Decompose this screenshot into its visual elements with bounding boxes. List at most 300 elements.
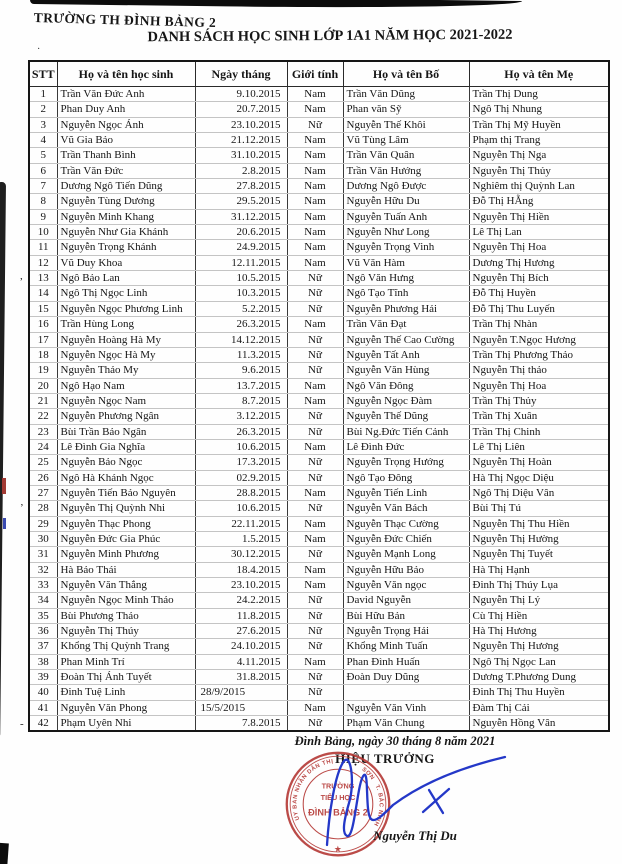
cell-student-name: Đinh Tuệ Linh — [57, 685, 195, 700]
cell-mother-name: Nguyễn Thị Bích — [469, 271, 609, 286]
cell-student-name: Đoàn Thị Ánh Tuyết — [57, 670, 195, 685]
stamp-star-icon: ★ — [334, 844, 342, 854]
cell-student-name: Nguyễn Ngọc Nam — [57, 393, 195, 408]
cell-gender: Nữ — [287, 409, 343, 424]
cell-birth-date: 23.10.2015 — [195, 578, 287, 593]
scan-edge-artifact-bottom-left — [0, 843, 9, 864]
cell-birth-date: 9.6.2015 — [195, 363, 287, 378]
cell-birth-date: 20.6.2015 — [195, 225, 287, 240]
cell-birth-date: 10.6.2015 — [195, 501, 287, 516]
cell-student-name: Nguyễn Ngọc Hà My — [57, 347, 195, 362]
cell-student-name: Bùi Trần Bảo Ngân — [57, 424, 195, 439]
cell-student-name: Nguyễn Thị Thúy — [57, 624, 195, 639]
cell-student-name: Nguyễn Minh Khang — [57, 209, 195, 224]
cell-birth-date: 10.6.2015 — [195, 439, 287, 454]
cell-birth-date: 27.6.2015 — [195, 624, 287, 639]
table-row — [29, 225, 609, 240]
cell-student-name: Dương Ngô Tiến Dũng — [57, 179, 195, 194]
cell-student-name: Nguyễn Ngọc Minh Thảo — [57, 593, 195, 608]
cell-mother-name: Trần Thị Dung — [469, 87, 609, 102]
column-header-mother-name: Họ và tên Mẹ — [469, 61, 609, 87]
table-row — [29, 271, 609, 286]
cell-father-name: Nguyễn Văn Hùng — [343, 363, 469, 378]
cell-mother-name: Đinh Thị Thu Huyền — [469, 685, 609, 700]
table-row — [29, 378, 609, 393]
cell-birth-date: 14.12.2015 — [195, 332, 287, 347]
cell-stt: 14 — [29, 286, 57, 301]
stamp-rim-text-left: UY BAN NHÂN DÂN THỊ — [292, 758, 334, 821]
cell-stt: 37 — [29, 639, 57, 654]
cell-father-name: Nguyễn Thế Khôi — [343, 117, 469, 132]
cell-mother-name: Nguyễn Thị Hoàn — [469, 455, 609, 470]
cell-student-name: Nguyễn Văn Phong — [57, 700, 195, 715]
cell-stt: 23 — [29, 424, 57, 439]
table-row — [29, 470, 609, 485]
cell-stt: 41 — [29, 700, 57, 715]
cell-gender: Nam — [287, 378, 343, 393]
cell-gender: Nữ — [287, 424, 343, 439]
cell-mother-name: Trần Thị Xuân — [469, 409, 609, 424]
cell-mother-name: Phạm thị Trang — [469, 133, 609, 148]
cell-mother-name: Nguyễn Thị Thủy — [469, 163, 609, 178]
table-row — [29, 363, 609, 378]
cell-gender: Nữ — [287, 455, 343, 470]
cell-gender: Nữ — [287, 271, 343, 286]
cell-father-name: Bùi Ng.Đức Tiến Cảnh — [343, 424, 469, 439]
table-row — [29, 716, 609, 732]
cell-stt: 33 — [29, 578, 57, 593]
cell-mother-name: Nguyễn Thị Nga — [469, 148, 609, 163]
table-row — [29, 393, 609, 408]
cell-father-name: Nguyễn Văn ngọc — [343, 578, 469, 593]
cell-father-name: Trần Văn Dũng — [343, 87, 469, 102]
cell-stt: 26 — [29, 470, 57, 485]
cell-mother-name: Ngô Thị Diệu Vân — [469, 485, 609, 500]
cell-gender: Nữ — [287, 470, 343, 485]
table-row — [29, 102, 609, 117]
cell-father-name: Nguyễn Tiến Linh — [343, 485, 469, 500]
cell-gender: Nữ — [287, 332, 343, 347]
cell-stt: 4 — [29, 133, 57, 148]
cell-gender: Nữ — [287, 593, 343, 608]
cell-mother-name: Đàm Thị Cải — [469, 700, 609, 715]
cell-father-name: Đoàn Duy Dũng — [343, 670, 469, 685]
cell-gender: Nữ — [287, 624, 343, 639]
table-row — [29, 194, 609, 209]
cell-birth-date: 10.3.2015 — [195, 286, 287, 301]
cell-mother-name: Lê Thị Liên — [469, 439, 609, 454]
cell-student-name: Trần Văn Đức Anh — [57, 87, 195, 102]
cell-mother-name: Dương T.Phương Dung — [469, 670, 609, 685]
cell-student-name: Nguyễn Ngọc Phương Linh — [57, 301, 195, 316]
cell-mother-name: Đỗ Thị HẰng — [469, 194, 609, 209]
cell-gender: Nam — [287, 240, 343, 255]
scan-speck — [3, 518, 6, 529]
cell-gender: Nam — [287, 439, 343, 454]
cell-mother-name: Nguyễn Thị Hoa — [469, 378, 609, 393]
table-row — [29, 347, 609, 362]
cell-birth-date: 24.2.2015 — [195, 593, 287, 608]
cell-student-name: Nguyễn Văn Thắng — [57, 578, 195, 593]
cell-birth-date: 26.3.2015 — [195, 424, 287, 439]
cell-gender: Nam — [287, 179, 343, 194]
cell-stt: 38 — [29, 654, 57, 669]
cell-student-name: Nguyễn Ngọc Ánh — [57, 117, 195, 132]
cell-stt: 39 — [29, 670, 57, 685]
cell-student-name: Nguyễn Tùng Dương — [57, 194, 195, 209]
stamp-rim-text-right: T. BẮC NINH — [372, 784, 384, 828]
cell-father-name: Ngô Tạo Tĩnh — [343, 286, 469, 301]
cell-birth-date: 31.8.2015 — [195, 670, 287, 685]
cell-mother-name: Trần Thị Thủy — [469, 393, 609, 408]
cell-mother-name: Nguyễn Thị Hoa — [469, 240, 609, 255]
table-row — [29, 148, 609, 163]
cell-gender: Nam — [287, 194, 343, 209]
cell-birth-date: 29.5.2015 — [195, 194, 287, 209]
cell-birth-date: 24.10.2015 — [195, 639, 287, 654]
cell-student-name: Ngô Hà Khánh Ngọc — [57, 470, 195, 485]
cell-mother-name: Nguyễn Thị Lý — [469, 593, 609, 608]
cell-student-name: Nguyễn Thảo My — [57, 363, 195, 378]
cell-gender: Nam — [287, 209, 343, 224]
cell-father-name: Nguyễn Tất Anh — [343, 347, 469, 362]
cell-father-name: Nguyễn Trọng Hướng — [343, 455, 469, 470]
stamp-center-line2: TIỂU HỌC — [320, 793, 356, 803]
cell-father-name: Dương Ngô Được — [343, 179, 469, 194]
cell-stt: 22 — [29, 409, 57, 424]
cell-gender: Nam — [287, 393, 343, 408]
cell-father-name: Nguyễn Hữu Bảo — [343, 562, 469, 577]
cell-gender: Nữ — [287, 685, 343, 700]
cell-birth-date: 27.8.2015 — [195, 179, 287, 194]
stamp-center-line3: ĐÌNH BẢNG 2 — [308, 807, 368, 818]
cell-father-name: Trần Văn Đạt — [343, 317, 469, 332]
cell-gender: Nam — [287, 562, 343, 577]
cell-gender: Nữ — [287, 716, 343, 732]
cell-birth-date: 23.10.2015 — [195, 117, 287, 132]
cell-mother-name: Nguyễn Thị Hương — [469, 639, 609, 654]
table-row — [29, 424, 609, 439]
cell-birth-date: 20.7.2015 — [195, 102, 287, 117]
table-row — [29, 654, 609, 669]
cell-father-name: Nguyễn Phương Hải — [343, 301, 469, 316]
table-row — [29, 409, 609, 424]
cell-father-name: Nguyễn Như Long — [343, 225, 469, 240]
cell-student-name: Nguyễn Bảo Ngọc — [57, 455, 195, 470]
cell-stt: 1 — [29, 87, 57, 102]
cell-mother-name: Cù Thị Hiền — [469, 608, 609, 623]
cell-father-name: Nguyễn Thế Cao Cường — [343, 332, 469, 347]
cell-student-name: Nguyễn Trọng Khánh — [57, 240, 195, 255]
cell-stt: 15 — [29, 301, 57, 316]
cell-mother-name: Ngô Thị Ngọc Lan — [469, 654, 609, 669]
cell-gender: Nam — [287, 133, 343, 148]
cell-gender: Nữ — [287, 639, 343, 654]
cell-birth-date: 24.9.2015 — [195, 240, 287, 255]
cell-birth-date: 02.9.2015 — [195, 470, 287, 485]
cell-mother-name: Bùi Thị Tú — [469, 501, 609, 516]
column-header-stt: STT — [29, 61, 57, 87]
cell-gender: Nữ — [287, 608, 343, 623]
cell-student-name: Phan Minh Trí — [57, 654, 195, 669]
cell-birth-date: 3.12.2015 — [195, 409, 287, 424]
table-row — [29, 209, 609, 224]
cell-gender: Nam — [287, 485, 343, 500]
table-row — [29, 578, 609, 593]
cell-stt: 7 — [29, 179, 57, 194]
cell-birth-date: 22.11.2015 — [195, 516, 287, 531]
table-row — [29, 485, 609, 500]
school-name: TRƯỜNG TH ĐÌNH BẢNG 2 — [33, 10, 217, 31]
cell-stt: 35 — [29, 608, 57, 623]
cell-father-name: Vũ Tùng Lâm — [343, 133, 469, 148]
cell-gender: Nữ — [287, 501, 343, 516]
cell-gender: Nữ — [287, 670, 343, 685]
cell-father-name: Ngô Văn Hưng — [343, 271, 469, 286]
cell-gender: Nam — [287, 102, 343, 117]
cell-father-name: Phạm Văn Chung — [343, 716, 469, 732]
cell-student-name: Nguyễn Thị Quỳnh Nhi — [57, 501, 195, 516]
cell-stt: 16 — [29, 317, 57, 332]
cell-student-name: Ngô Hạo Nam — [57, 378, 195, 393]
cell-gender: Nam — [287, 255, 343, 270]
cell-birth-date: 2.8.2015 — [195, 163, 287, 178]
cell-birth-date: 11.3.2015 — [195, 347, 287, 362]
cell-gender: Nam — [287, 317, 343, 332]
cell-father-name: Nguyễn Hữu Du — [343, 194, 469, 209]
cell-father-name: Trần Văn Hướng — [343, 163, 469, 178]
table-row — [29, 593, 609, 608]
scan-speck: - — [20, 717, 24, 730]
cell-mother-name: Trần Thị Chinh — [469, 424, 609, 439]
cell-stt: 5 — [29, 148, 57, 163]
scan-edge-artifact-top — [30, 0, 522, 10]
table-row — [29, 639, 609, 654]
table-row — [29, 439, 609, 454]
cell-gender: Nam — [287, 87, 343, 102]
table-row — [29, 455, 609, 470]
cell-stt: 24 — [29, 439, 57, 454]
cell-stt: 10 — [29, 225, 57, 240]
cell-father-name: Nguyễn Văn Vinh — [343, 700, 469, 715]
table-header-row — [29, 61, 609, 87]
cell-student-name: Trần Văn Đức — [57, 163, 195, 178]
table-row — [29, 670, 609, 685]
cell-gender: Nữ — [287, 363, 343, 378]
cell-father-name: Lê Đình Đức — [343, 439, 469, 454]
cell-mother-name: Nguyễn Thị thảo — [469, 363, 609, 378]
cell-mother-name: Đỗ Thị Huyền — [469, 286, 609, 301]
table-row — [29, 547, 609, 562]
cell-birth-date: 15/5/2015 — [195, 700, 287, 715]
cell-birth-date: 8.7.2015 — [195, 393, 287, 408]
cell-stt: 34 — [29, 593, 57, 608]
cell-gender: Nam — [287, 148, 343, 163]
cell-father-name: Nguyễn Thế Dũng — [343, 409, 469, 424]
table-row — [29, 163, 609, 178]
cell-gender: Nữ — [287, 286, 343, 301]
cell-father-name: Trần Văn Quân — [343, 148, 469, 163]
cell-birth-date: 7.8.2015 — [195, 716, 287, 732]
cell-mother-name: Trần Thị Nhàn — [469, 317, 609, 332]
student-table-body — [29, 87, 609, 732]
cell-mother-name: Lê Thị Lan — [469, 225, 609, 240]
page-title: DANH SÁCH HỌC SINH LỚP 1A1 NĂM HỌC 2021-2022 — [147, 26, 513, 46]
cell-gender: Nam — [287, 654, 343, 669]
cell-stt: 17 — [29, 332, 57, 347]
stamp-rim-text-top-right: SƠN — [360, 766, 376, 782]
cell-father-name: Nguyễn Mạnh Long — [343, 547, 469, 562]
scan-speck: · — [37, 44, 41, 55]
cell-gender: Nữ — [287, 547, 343, 562]
cell-student-name: Nguyễn Thạc Phong — [57, 516, 195, 531]
cell-mother-name: Nguyễn Thị Thu Hiền — [469, 516, 609, 531]
cell-birth-date: 31.12.2015 — [195, 209, 287, 224]
cell-student-name: Vũ Duy Khoa — [57, 255, 195, 270]
cell-birth-date: 18.4.2015 — [195, 562, 287, 577]
cell-stt: 18 — [29, 347, 57, 362]
cell-birth-date: 26.3.2015 — [195, 317, 287, 332]
cell-gender: Nam — [287, 163, 343, 178]
cell-student-name: Bùi Phương Thảo — [57, 608, 195, 623]
table-row — [29, 317, 609, 332]
cell-stt: 3 — [29, 117, 57, 132]
cell-stt: 31 — [29, 547, 57, 562]
cell-mother-name: Hà Thị Ngọc Diệu — [469, 470, 609, 485]
table-row — [29, 179, 609, 194]
table-row — [29, 332, 609, 347]
cell-mother-name: Hà Thị Hạnh — [469, 562, 609, 577]
table-row — [29, 562, 609, 577]
cell-mother-name: Trần Thị Phương Thảo — [469, 347, 609, 362]
cell-student-name: Nguyễn Minh Phương — [57, 547, 195, 562]
cell-stt: 6 — [29, 163, 57, 178]
cell-father-name: David Nguyễn — [343, 593, 469, 608]
cell-stt: 32 — [29, 562, 57, 577]
cell-birth-date: 12.11.2015 — [195, 255, 287, 270]
issue-date-line: Đình Bảng, ngày 30 tháng 8 năm 2021 — [294, 734, 496, 748]
cell-gender: Nam — [287, 578, 343, 593]
table-row — [29, 685, 609, 700]
cell-gender: Nam — [287, 516, 343, 531]
cell-student-name: Khổng Thị Quỳnh Trang — [57, 639, 195, 654]
cell-stt: 20 — [29, 378, 57, 393]
cell-father-name — [343, 685, 469, 700]
cell-student-name: Trần Thanh Bình — [57, 148, 195, 163]
cell-stt: 9 — [29, 209, 57, 224]
cell-father-name: Nguyễn Tuấn Anh — [343, 209, 469, 224]
cell-father-name: Phan văn Sỹ — [343, 102, 469, 117]
table-row — [29, 516, 609, 531]
cell-father-name: Nguyễn Đức Chiến — [343, 531, 469, 546]
cell-student-name: Ngô Bảo Lan — [57, 271, 195, 286]
cell-father-name: Nguyễn Thạc Cường — [343, 516, 469, 531]
cell-father-name: Bùi Hữu Bản — [343, 608, 469, 623]
cell-stt: 8 — [29, 194, 57, 209]
cell-student-name: Trần Hùng Long — [57, 317, 195, 332]
table-row — [29, 608, 609, 623]
cell-gender: Nam — [287, 700, 343, 715]
cell-student-name: Nguyễn Đức Gia Phúc — [57, 531, 195, 546]
cell-stt: 25 — [29, 455, 57, 470]
principal-title: HIỆU TRƯỞNG — [335, 751, 435, 766]
cell-student-name: Phạm Uyên Nhi — [57, 716, 195, 732]
cell-mother-name: Nghiêm thị Quỳnh Lan — [469, 179, 609, 194]
cell-stt: 2 — [29, 102, 57, 117]
cell-mother-name: Hà Thị Hương — [469, 624, 609, 639]
cell-stt: 40 — [29, 685, 57, 700]
cell-mother-name: Trần Thị Mỹ Huyền — [469, 117, 609, 132]
cell-birth-date: 21.12.2015 — [195, 133, 287, 148]
cell-mother-name: Ngô Thị Nhung — [469, 102, 609, 117]
cell-stt: 11 — [29, 240, 57, 255]
cell-birth-date: 1.5.2015 — [195, 531, 287, 546]
table-row — [29, 700, 609, 715]
column-header-father-name: Họ và tên Bố — [343, 61, 469, 87]
scan-edge-artifact-left — [0, 182, 6, 738]
table-row — [29, 133, 609, 148]
cell-mother-name: Dương Thị Hương — [469, 255, 609, 270]
cell-father-name: Phan Đình Huấn — [343, 654, 469, 669]
cell-stt: 19 — [29, 363, 57, 378]
column-header-gender: Giới tính — [287, 61, 343, 87]
cell-stt: 36 — [29, 624, 57, 639]
cell-student-name: Lê Đình Gia Nghĩa — [57, 439, 195, 454]
cell-gender: Nữ — [287, 347, 343, 362]
cell-gender: Nữ — [287, 117, 343, 132]
scan-speck: ’ — [20, 501, 24, 514]
cell-father-name: Nguyễn Trọng Hải — [343, 624, 469, 639]
table-row — [29, 255, 609, 270]
cell-student-name: Nguyễn Như Gia Khánh — [57, 225, 195, 240]
scan-speck: , — [20, 270, 23, 283]
cell-birth-date: 31.10.2015 — [195, 148, 287, 163]
cell-mother-name: Nguyễn Thị Tuyết — [469, 547, 609, 562]
table-row — [29, 531, 609, 546]
cell-stt: 12 — [29, 255, 57, 270]
cell-birth-date: 11.8.2015 — [195, 608, 287, 623]
cell-father-name: Nguyễn Văn Bách — [343, 501, 469, 516]
cell-student-name: Hà Bảo Thái — [57, 562, 195, 577]
cell-father-name: Ngô Văn Đông — [343, 378, 469, 393]
cell-student-name: Ngô Thị Ngọc Linh — [57, 286, 195, 301]
table-row — [29, 301, 609, 316]
column-header-student-name: Họ và tên học sinh — [57, 61, 195, 87]
cell-birth-date: 9.10.2015 — [195, 87, 287, 102]
cell-father-name: Ngô Tạo Đông — [343, 470, 469, 485]
cell-birth-date: 28/9/2015 — [195, 685, 287, 700]
cell-student-name: Nguyễn Phương Ngân — [57, 409, 195, 424]
cell-gender: Nữ — [287, 301, 343, 316]
cell-mother-name: Đỗ Thị Thu Luyến — [469, 301, 609, 316]
cell-student-name: Nguyễn Tiến Bảo Nguyên — [57, 485, 195, 500]
cell-mother-name: Nguyễn Thị Hường — [469, 531, 609, 546]
cell-stt: 28 — [29, 501, 57, 516]
cell-birth-date: 30.12.2015 — [195, 547, 287, 562]
cell-stt: 29 — [29, 516, 57, 531]
scan-speck — [2, 478, 6, 494]
cell-birth-date: 10.5.2015 — [195, 271, 287, 286]
column-header-birth-date: Ngày tháng — [195, 61, 287, 87]
cell-father-name: Nguyễn Ngọc Đàm — [343, 393, 469, 408]
cell-mother-name: Nguyễn Thị Hiền — [469, 209, 609, 224]
cell-student-name: Vũ Gia Bảo — [57, 133, 195, 148]
cell-father-name: Khổng Minh Tuấn — [343, 639, 469, 654]
cell-mother-name: Nguyễn Hồng Vân — [469, 716, 609, 732]
cell-stt: 30 — [29, 531, 57, 546]
cell-birth-date: 4.11.2015 — [195, 654, 287, 669]
cell-stt: 27 — [29, 485, 57, 500]
